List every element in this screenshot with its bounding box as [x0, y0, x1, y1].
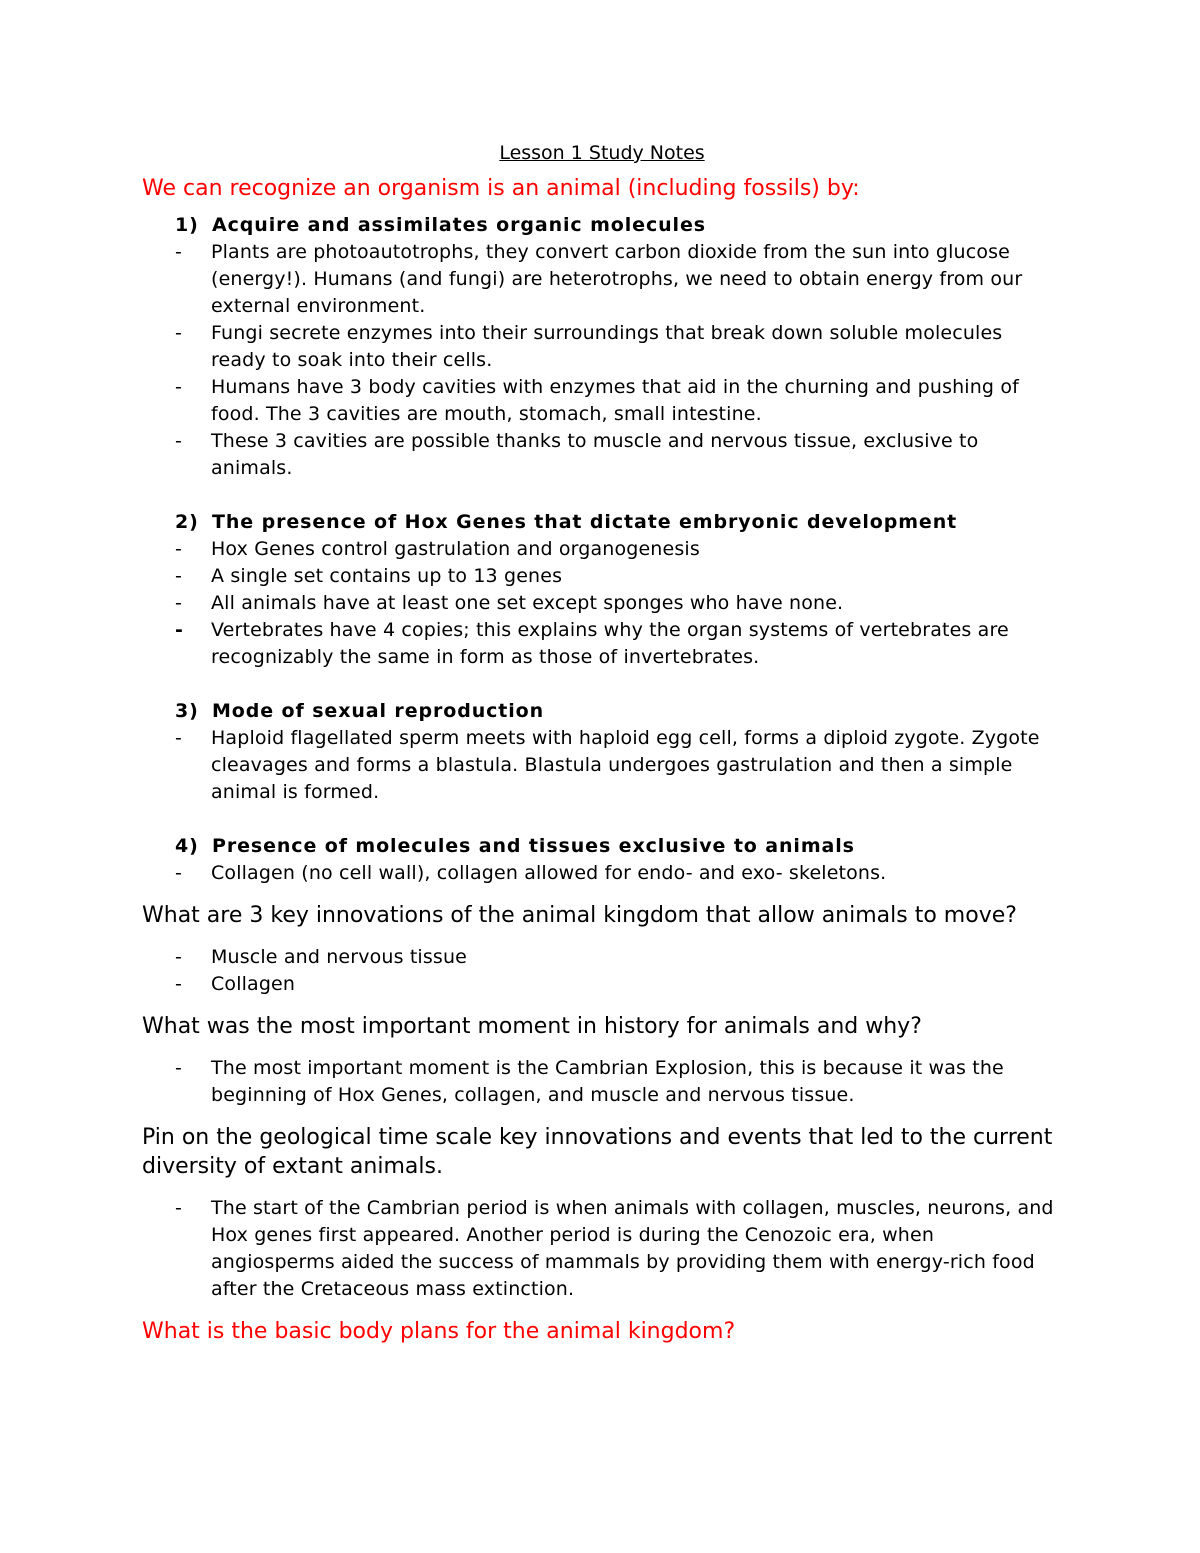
list-item-text: Collagen	[211, 973, 296, 995]
list-item-text: Plants are photoautotrophs, they convert carbon dioxide from the sun into glucose (energy!). Humans (and fungi) are heterotrophs, we need to obtain energy from our external environment.	[211, 241, 1023, 317]
list-item-text: Muscle and nervous tissue	[211, 946, 467, 968]
list-item-text: A single set contains up to 13 genes	[211, 565, 563, 587]
list-item	[142, 374, 1062, 428]
criterion-section	[142, 509, 1062, 671]
dash-marker: -	[175, 565, 183, 587]
list-item	[142, 944, 1062, 971]
question-heading: Pin on the geological time scale key innovations and events that led to the current diversity of extant animals.	[142, 1125, 1053, 1179]
list-item	[142, 536, 1062, 563]
document-title: Lesson 1 Study Notes	[499, 142, 705, 164]
list-item	[142, 617, 1062, 671]
bullet-list	[142, 860, 1062, 887]
document-page	[142, 138, 1062, 1346]
list-item	[142, 860, 1062, 887]
criterion-heading	[142, 212, 1062, 239]
list-item	[142, 725, 1062, 806]
list-item	[142, 971, 1062, 998]
list-item-text: Fungi secrete enzymes into their surroundings that break down soluble molecules ready to soak into their cells.	[211, 322, 1003, 371]
list-item-text: Hox Genes control gastrulation and organogenesis	[211, 538, 700, 560]
list-item-text: These 3 cavities are possible thanks to muscle and nervous tissue, exclusive to animals.	[211, 430, 979, 479]
answer-list	[142, 944, 1062, 998]
criterion-title: Mode of sexual reproduction	[212, 700, 545, 722]
criterion-number: 1)	[175, 214, 199, 236]
dash-marker: -	[175, 538, 183, 560]
list-item	[142, 1195, 1062, 1303]
list-item-text: Haploid flagellated sperm meets with haploid egg cell, forms a diploid zygote. Zygote cleavages and forms a blastula. Blastula undergoes gastrulation and then a simple animal is formed.	[211, 727, 1040, 803]
dash-marker: -	[175, 946, 183, 968]
criterion-title: Acquire and assimilates organic molecules	[212, 214, 706, 236]
criterion-section	[142, 833, 1062, 887]
list-item	[142, 428, 1062, 482]
bullet-list	[142, 536, 1062, 671]
dash-marker: -	[175, 727, 183, 749]
question-heading: What was the most important moment in history for animals and why?	[142, 1014, 922, 1039]
dash-marker: -	[175, 973, 183, 995]
criterion-number: 4)	[175, 835, 199, 857]
list-item-text: The start of the Cambrian period is when animals with collagen, muscles, neurons, and Hox genes first appeared. Another period is during the Cenozoic era, when angiosperms aided the success of mammals by providing them with energy-rich food after the Cretaceous mass extinction.	[211, 1197, 1054, 1300]
list-item-text: Vertebrates have 4 copies; this explains why the organ systems of vertebrates are recognizably the same in form as those of invertebrates.	[211, 619, 1009, 668]
criterion-title: Presence of molecules and tissues exclusive to animals	[212, 835, 855, 857]
criterion-heading	[142, 833, 1062, 860]
intro-heading: We can recognize an organism is an animal (including fossils) by:	[142, 176, 860, 201]
bullet-list	[142, 239, 1062, 482]
answer-list	[142, 1195, 1062, 1303]
dash-marker: -	[175, 241, 183, 263]
criterion-section	[142, 212, 1062, 482]
dash-marker: -	[175, 1057, 183, 1079]
criterion-heading	[142, 698, 1062, 725]
criterion-heading	[142, 509, 1062, 536]
answer-list	[142, 1055, 1062, 1109]
list-item	[142, 563, 1062, 590]
dash-marker: -	[175, 430, 183, 452]
list-item-text: All animals have at least one set except sponges who have none.	[211, 592, 844, 614]
final-heading: What is the basic body plans for the animal kingdom?	[142, 1319, 736, 1344]
dash-marker: -	[175, 619, 184, 641]
list-item-text: The most important moment is the Cambrian Explosion, this is because it was the beginning of Hox Genes, collagen, and muscle and nervous tissue.	[211, 1057, 1004, 1106]
criterion-title: The presence of Hox Genes that dictate embryonic development	[212, 511, 958, 533]
criterion-number: 3)	[175, 700, 199, 722]
question-heading: What are 3 key innovations of the animal kingdom that allow animals to move?	[142, 903, 1017, 928]
dash-marker: -	[175, 1197, 183, 1219]
criterion-number: 2)	[175, 511, 199, 533]
list-item-text: Collagen (no cell wall), collagen allowed for endo- and exo- skeletons.	[211, 862, 887, 884]
list-item	[142, 590, 1062, 617]
bullet-list	[142, 725, 1062, 806]
list-item	[142, 320, 1062, 374]
dash-marker: -	[175, 592, 183, 614]
dash-marker: -	[175, 376, 183, 398]
dash-marker: -	[175, 862, 183, 884]
dash-marker: -	[175, 322, 183, 344]
criterion-section	[142, 698, 1062, 806]
list-item	[142, 239, 1062, 320]
list-item-text: Humans have 3 body cavities with enzymes that aid in the churning and pushing of food. The 3 cavities are mouth, stomach, small intestine.	[211, 376, 1019, 425]
list-item	[142, 1055, 1062, 1109]
